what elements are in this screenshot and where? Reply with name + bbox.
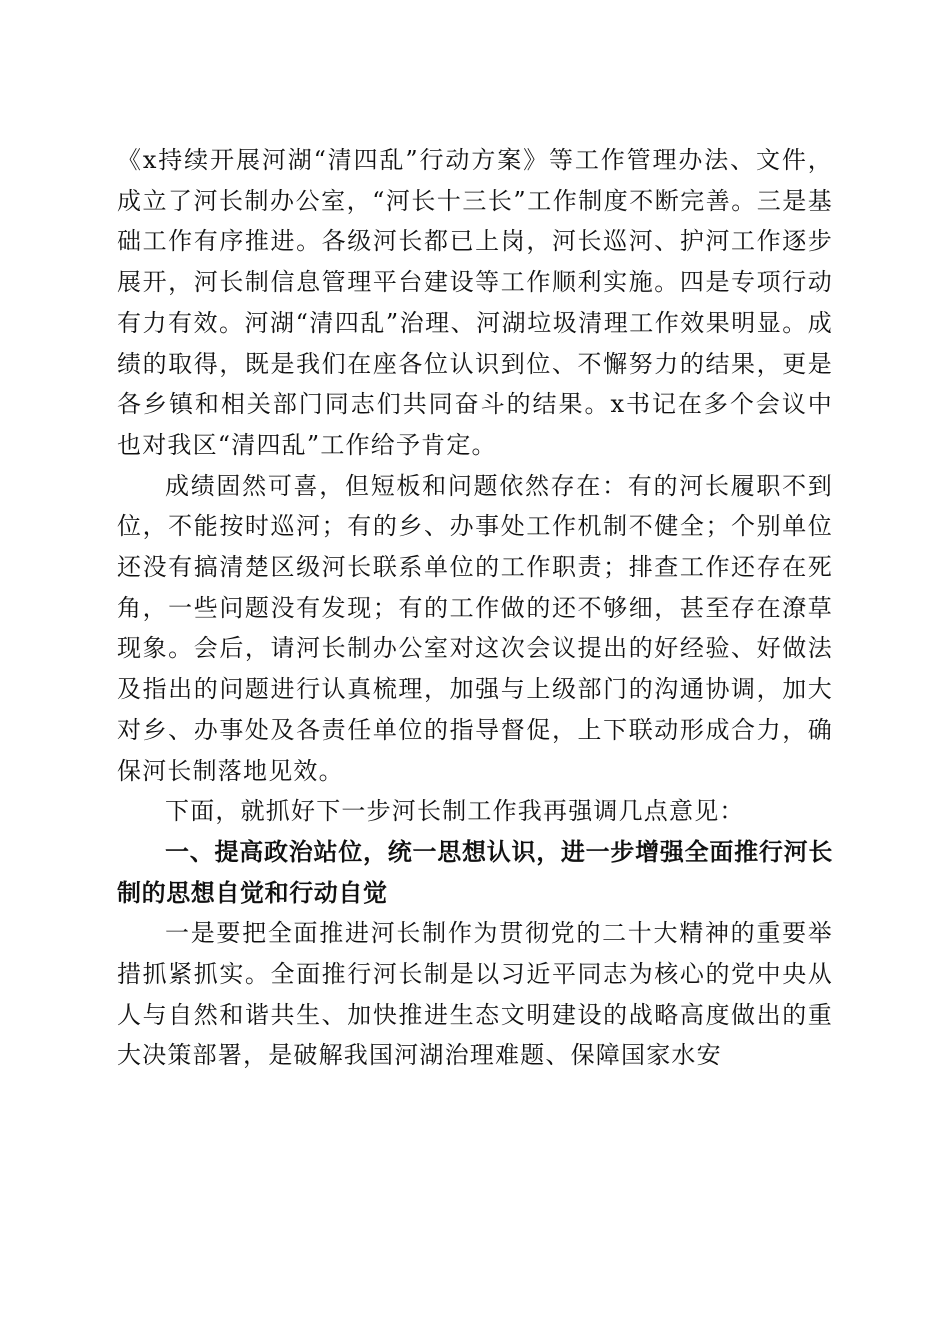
paragraph-transition: 下面，就抓好下一步河长制工作我再强调几点意见：: [165, 797, 745, 826]
paragraph-achievements-continued: 《x持续开展河湖“清四乱”行动方案》等工作管理办法、文件，成立了河长制办公室，“河长十三长”工作制度不断完善。三是基础工作有序推进。各级河长都已上岗，河长巡河、护河工作逐步展开，河长制信息管理平台建设等工作顺利实施。四是专项行动有力有效。河湖“清四乱”治理、河湖垃圾清理工作效果明显。成绩的取得，既是我们在座各位认识到位、不懈努力的结果，更是各乡镇和相关部门同志们共同奋斗的结果。x书记在多个会议中也对我区“清四乱”工作给予肯定。: [117, 146, 833, 459]
section-heading-1: 一、提高政治站位，统一思想认识，进一步增强全面推行河长制的思想自觉和行动自觉: [117, 837, 833, 907]
paragraph-section-1-point-1: 一是要把全面推进河长制作为贯彻党的二十大精神的重要举措抓紧抓实。全面推行河长制是以习近平同志为核心的党中央从人与自然和谐共生、加快推进生态文明建设的战略高度做出的重大决策部署，是破解我国河湖治理难题、保障国家水安: [117, 919, 833, 1070]
document-body: [117, 140, 833, 1076]
paragraph-shortcomings: 成绩固然可喜，但短板和问题依然存在：有的河长履职不到位，不能按时巡河；有的乡、办事处工作机制不健全；个别单位还没有搞清楚区级河长联系单位的工作职责；排查工作还存在死角，一些问题没有发现；有的工作做的还不够细，甚至存在潦草现象。会后，请河长制办公室对这次会议提出的好经验、好做法及指出的问题进行认真梳理，加强与上级部门的沟通协调，加大对乡、办事处及各责任单位的指导督促，上下联动形成合力，确保河长制落地见效。: [117, 471, 833, 785]
